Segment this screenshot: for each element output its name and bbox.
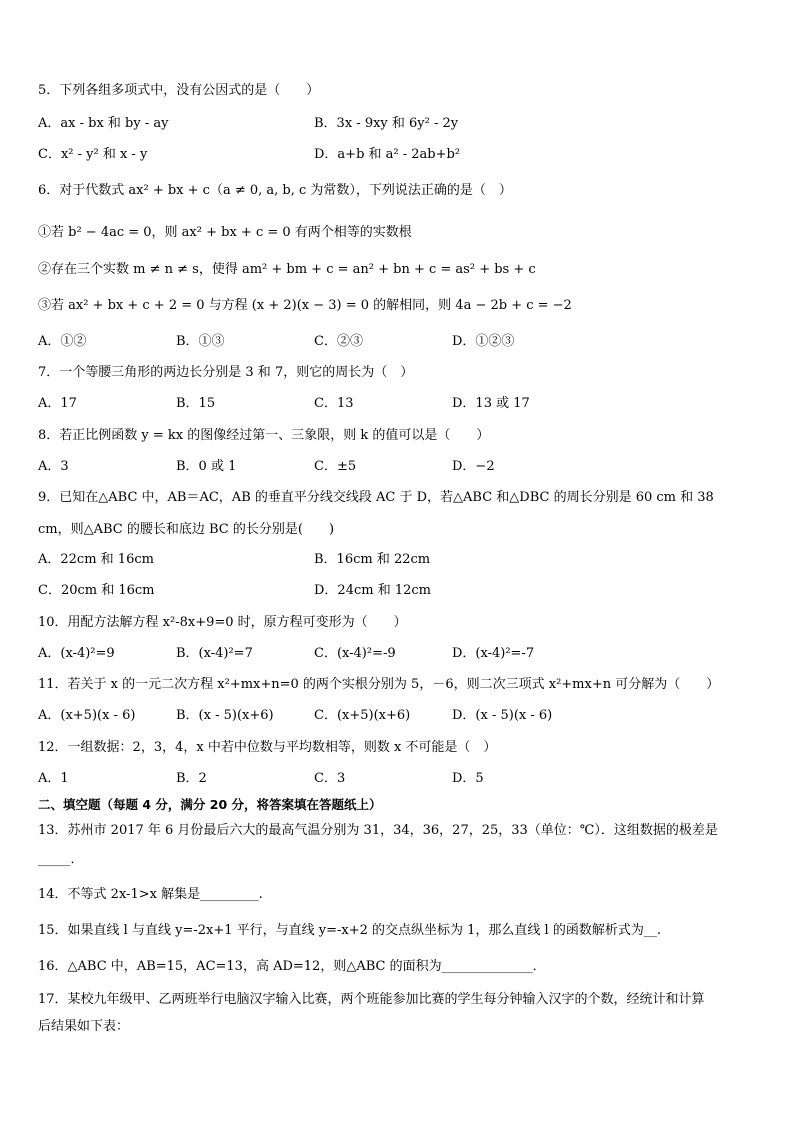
q7-option-d: D．13 或 17	[452, 396, 530, 411]
question-12-stem: 12．一组数据：2，3，4，x 中若中位数与平均数相等，则数 x 不可能是（ ）	[38, 740, 497, 755]
question-9-stem-line2: cm，则△ABC 的腰长和底边 BC 的长分别是( )	[38, 522, 335, 537]
question-11-stem: 11．若关于 x 的一元二次方程 x²+mx+n=0 的两个实根分别为 5，－6，则二次三项式 x²+mx+n 可分解为（ ）	[38, 677, 720, 692]
q9-option-b: B．16cm 和 22cm	[314, 552, 431, 567]
q6-option-a: A．①②	[38, 334, 87, 349]
question-16: 16．△ABC 中，AB=15，AC=13，高 AD=12，则△ABC 的面积为______________．	[38, 959, 546, 974]
question-17-line1: 17．某校九年级甲、乙两班举行电脑汉字输入比赛，两个班能参加比赛的学生每分钟输入汉字的个数，经统计和计算	[38, 992, 705, 1007]
q9-option-d: D．24cm 和 12cm	[314, 583, 431, 598]
question-7-stem: 7．一个等腰三角形的两边长分别是 3 和 7，则它的周长为（ ）	[38, 365, 414, 380]
question-13-line1: 13．苏州市 2017 年 6 月份最后六大的最高气温分别为 31，34，36，27，25，33（单位：℃）．这组数据的极差是	[38, 823, 718, 838]
q10-option-b: B．(x-4)²=7	[176, 646, 253, 661]
q10-option-d: D．(x-4)²=-7	[452, 646, 535, 661]
q11-option-b: B．(x - 5)(x+6)	[176, 708, 274, 723]
q12-option-b: B．2	[176, 771, 207, 786]
q12-option-a: A．1	[38, 771, 69, 786]
question-9-stem-line1: 9．已知在△ABC 中，AB＝AC，AB 的垂直平分线交线段 AC 于 D，若△ABC 和△DBC 的周长分别是 60 cm 和 38	[38, 490, 714, 505]
q7-option-c: C．13	[314, 396, 354, 411]
question-13-line2: _____．	[38, 852, 84, 867]
q5-option-b: B．3x - 9xy 和 6y² - 2y	[314, 116, 459, 131]
question-15: 15．如果直线 l 与直线 y=-2x+1 平行，与直线 y=-x+2 的交点纵坐标为 1，那么直线 l 的函数解析式为__.	[38, 923, 661, 938]
q7-option-a: A．17	[38, 396, 77, 411]
q6-statement-2: ②存在三个实数 m ≠ n ≠ s，使得 am² + bm + c = an² + bn + c = as² + bs + c	[38, 262, 536, 277]
q6-option-c: C．②③	[314, 334, 363, 349]
question-14: 14．不等式 2x-1>x 解集是_________.	[38, 887, 263, 902]
question-8-stem: 8．若正比例函数 y = kx 的图像经过第一、三象限，则 k 的值可以是（ ）	[38, 428, 490, 443]
q5-option-a: A．ax - bx 和 by - ay	[38, 116, 169, 131]
q9-option-c: C．20cm 和 16cm	[38, 583, 155, 598]
q10-option-c: C．(x-4)²=-9	[314, 646, 396, 661]
q8-option-b: B．0 或 1	[176, 459, 237, 474]
q8-option-a: A．3	[38, 459, 69, 474]
q6-statement-3: ③若 ax² + bx + c + 2 = 0 与方程 (x + 2)(x − 3) = 0 的解相同，则 4a − 2b + c = −2	[38, 298, 572, 313]
q12-option-d: D．5	[452, 771, 484, 786]
q11-option-a: A．(x+5)(x - 6)	[38, 708, 136, 723]
q5-option-d: D．a+b 和 a² - 2ab+b²	[314, 147, 461, 162]
q12-option-c: C．3	[314, 771, 346, 786]
question-17-line2: 后结果如下表：	[38, 1019, 130, 1034]
q5-option-c: C．x² - y² 和 x - y	[38, 147, 148, 162]
q9-option-a: A．22cm 和 16cm	[38, 552, 154, 567]
q11-option-c: C．(x+5)(x+6)	[314, 708, 411, 723]
section-2-heading: 二、填空题（每题 4 分，满分 20 分，将答案填在答题纸上）	[38, 797, 382, 812]
q8-option-d: D．−2	[452, 459, 495, 474]
q11-option-d: D．(x - 5)(x - 6)	[452, 708, 553, 723]
q6-option-b: B．①③	[176, 334, 225, 349]
q10-option-a: A．(x-4)²=9	[38, 646, 115, 661]
question-10-stem: 10．用配方法解方程 x²-8x+9=0 时，原方程可变形为（ ）	[38, 615, 407, 630]
q6-option-d: D．①②③	[452, 334, 515, 349]
question-6-stem: 6．对于代数式 ax² + bx + c（a ≠ 0, a, b, c 为常数），下列说法正确的是（ ）	[38, 183, 512, 198]
q6-statement-1: ①若 b² − 4ac = 0，则 ax² + bx + c = 0 有两个相等的实数根	[38, 225, 412, 240]
question-5-stem: 5．下列各组多项式中，没有公因式的是（ ）	[38, 83, 320, 98]
q8-option-c: C．±5	[314, 459, 357, 474]
q7-option-b: B．15	[176, 396, 216, 411]
